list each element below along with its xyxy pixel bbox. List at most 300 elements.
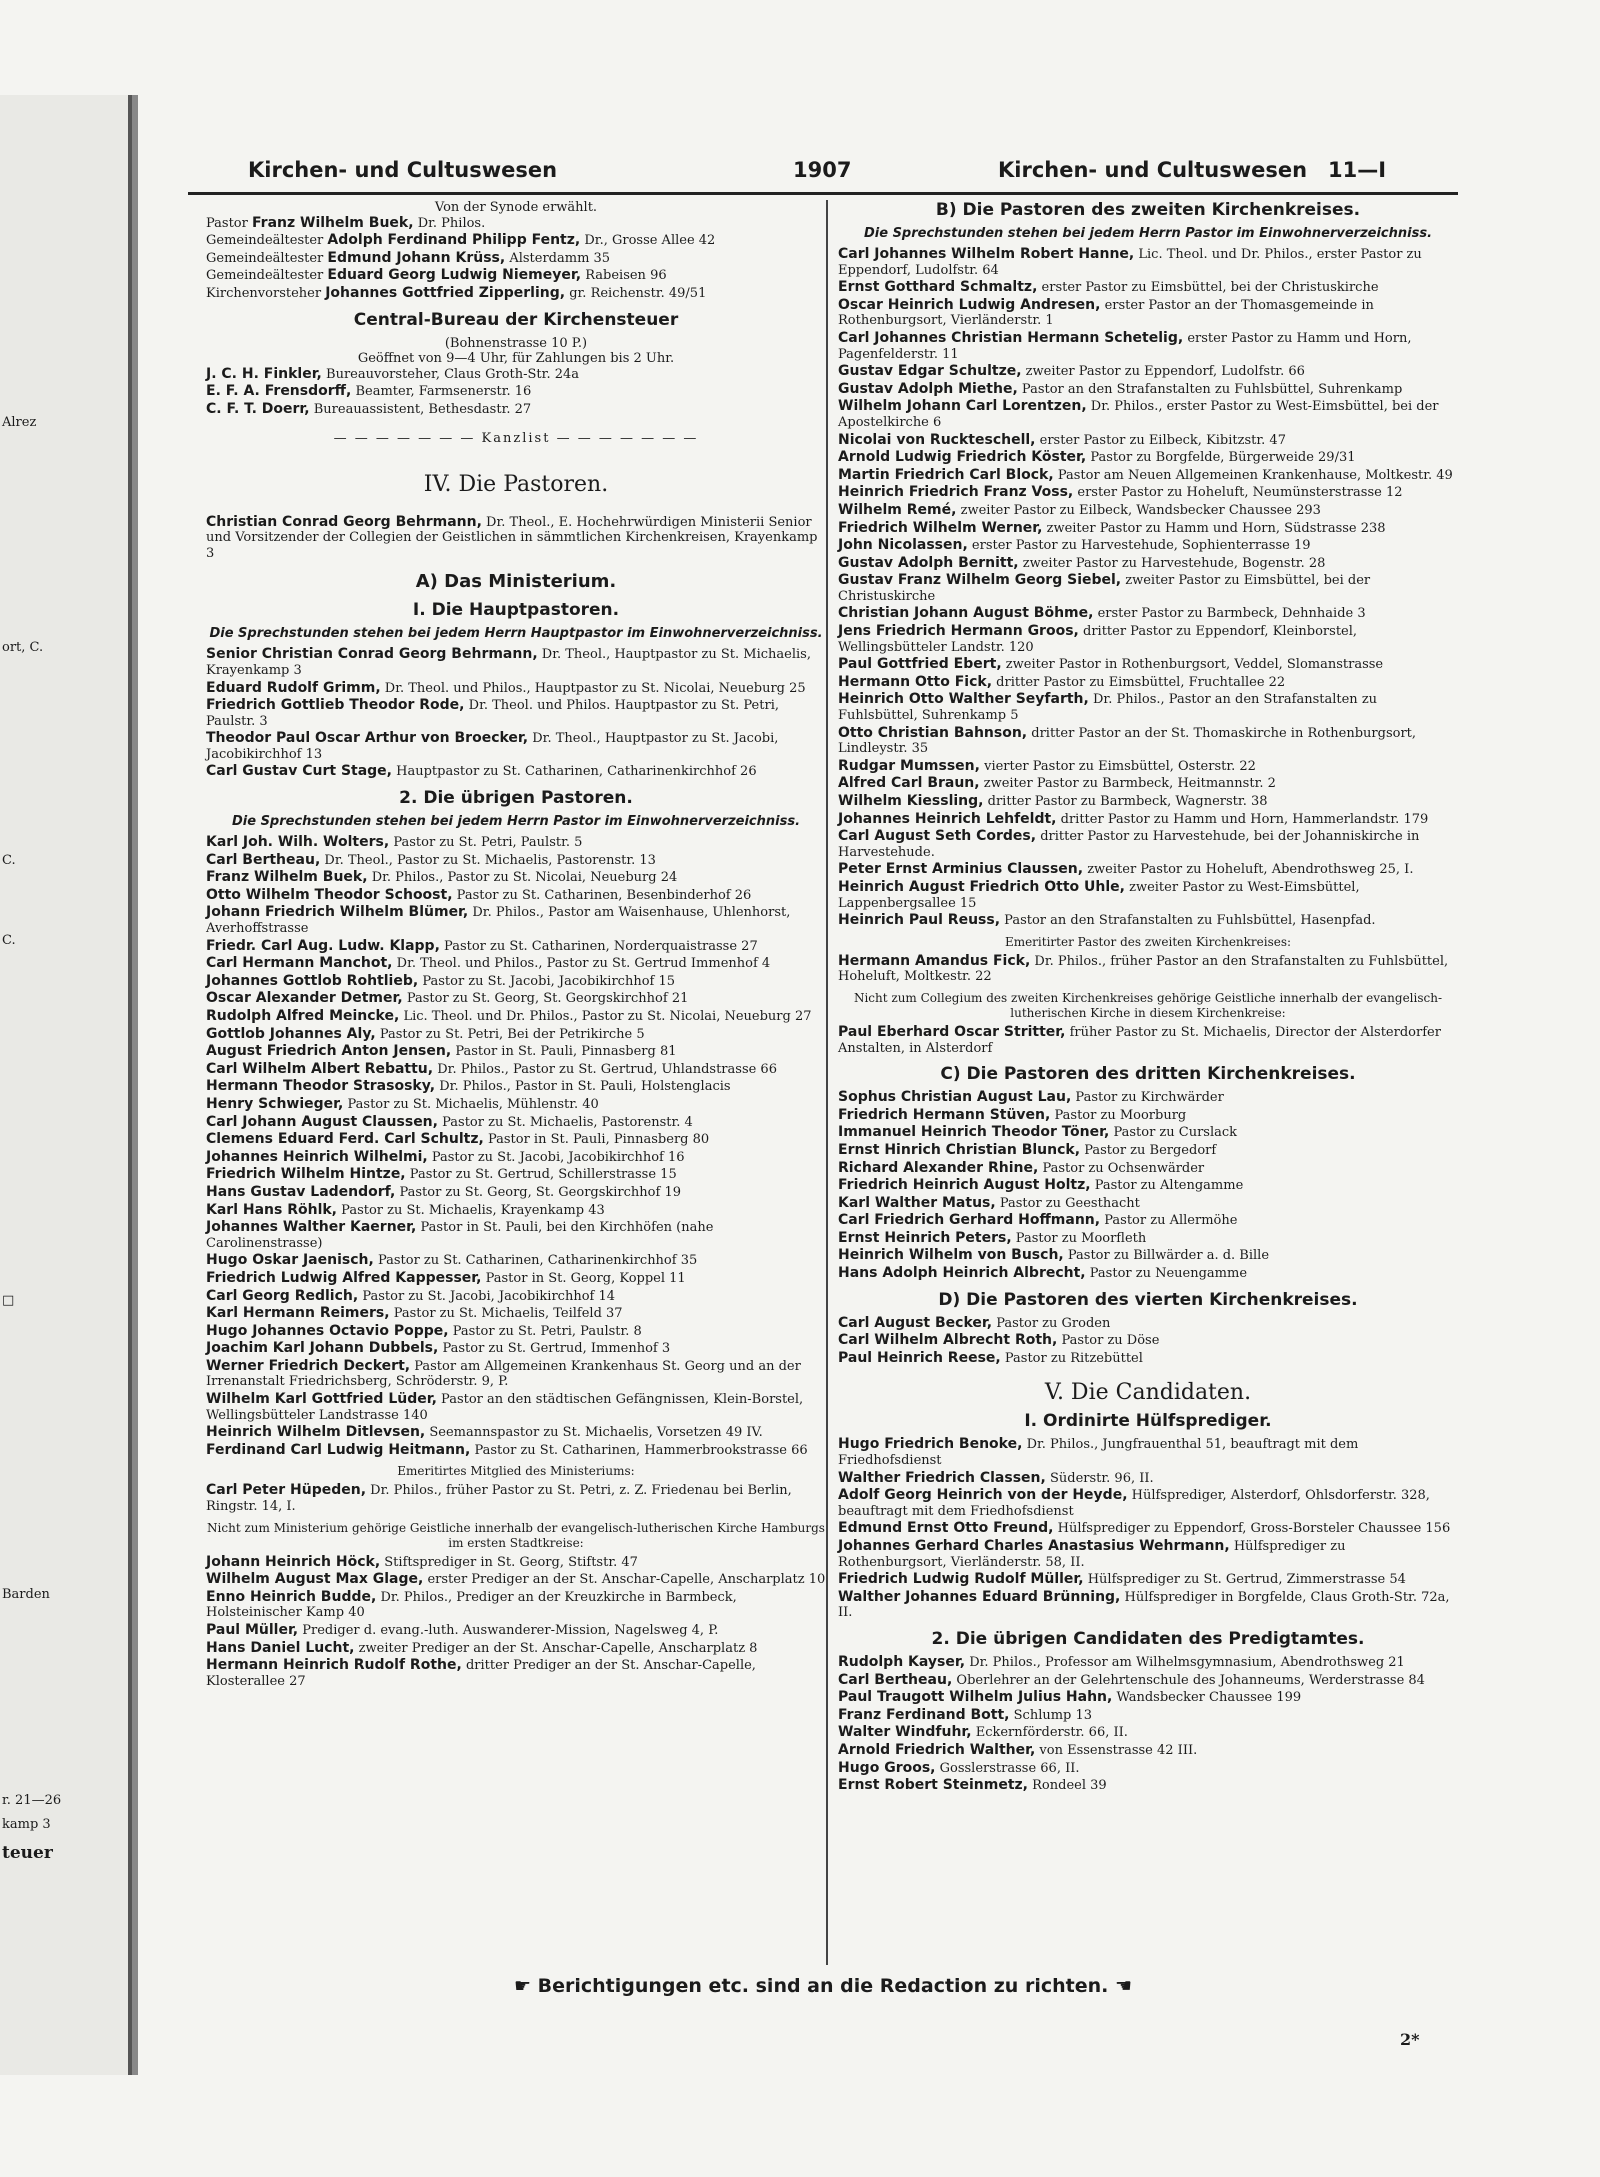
entry-name: Ernst Gotthard Schmaltz, (838, 279, 1038, 296)
emeritiert-entry (206, 1483, 826, 1514)
entry-name: Wilhelm Johann Carl Lorentzen, (838, 398, 1087, 415)
uebrige-pastoren-title: 2. Die übrigen Pastoren. (399, 788, 633, 809)
entry-name: Franz Wilhelm Buek, (206, 869, 368, 886)
entry-name: Friedrich Wilhelm Werner, (838, 519, 1043, 536)
entry (838, 1178, 1458, 1194)
entry-name: Johann Heinrich Höck, (206, 1553, 381, 1570)
entry (838, 1655, 1458, 1671)
entry-name: Karl Hermann Reimers, (206, 1305, 390, 1322)
entry (838, 450, 1458, 466)
entry-name: Oscar Alexander Detmer, (206, 990, 403, 1007)
entry-name: Carl August Seth Cordes, (838, 828, 1037, 845)
zweiter-kreis-title: B) Die Pastoren des zweiten Kirchenkreises. (935, 200, 1361, 220)
entry (206, 1555, 826, 1571)
entry (206, 731, 826, 762)
entry-detail: Pastor zu St. Jacobi, Jacobikirchhof 14 (362, 1288, 616, 1304)
entry-detail: Gosslerstrasse 66, II. (939, 1760, 1080, 1776)
entry-name: Ferdinand Carl Ludwig Heitmann, (206, 1441, 471, 1458)
entry (206, 1271, 826, 1287)
entry (838, 1725, 1458, 1741)
entry-detail: Pastor zu St. Gertrud, Schillerstrasse 15 (409, 1167, 677, 1183)
entry-detail: Pastor zu Moorburg (1054, 1107, 1187, 1123)
entry-detail: Dr. Theol., Hauptpastor zu St. Jacobi, Jacobikirchhof 13 (206, 731, 779, 762)
entry (206, 647, 826, 678)
entry-detail: Rabeisen 96 (585, 268, 667, 284)
entry-detail: Lic. Theol. und Dr. Philos., erster Pastor zu Eppendorf, Ludolfstr. 64 (838, 247, 1422, 278)
entry-name: Carl Johannes Wilhelm Robert Hanne, (838, 246, 1135, 262)
entry-detail: Eckernförderstr. 66, II. (975, 1725, 1128, 1741)
entry-name: Friedrich Heinrich August Holtz, (838, 1177, 1091, 1194)
entry-name: Heinrich Friedrich Franz Voss, (838, 484, 1074, 501)
entry-detail: Pastor zu St. Catharinen, Besenbinderhof 26 (456, 887, 752, 903)
vierter-kreis-title: D) Die Pastoren des vierten Kirchenkreises. (938, 1289, 1358, 1310)
entry-detail: Dr. Theol., Hauptpastor zu St. Michaelis, Krayenkamp 3 (206, 647, 811, 678)
entry-detail: erster Pastor zu Eimsbüttel, bei der Christuskirche (1041, 280, 1379, 296)
entry-detail: Pastor zu Kirchwärder (1075, 1090, 1224, 1106)
entry-name: Rudolph Alfred Meincke, (206, 1008, 400, 1024)
entry-name: Heinrich Wilhelm Ditlevsen, (206, 1424, 426, 1441)
entry-name: Carl Hermann Manchot, (206, 955, 393, 972)
left-fragment-9: teuer (2, 1843, 53, 1863)
entry (838, 1743, 1458, 1759)
entry-name: Nicolai von Ruckteschell, (838, 431, 1036, 448)
entry (838, 913, 1458, 929)
entry (838, 556, 1458, 572)
entry (206, 1027, 826, 1043)
entry-detail: erster Pastor zu Hoheluft, Neumünsterstrasse 12 (1077, 485, 1403, 501)
entry-detail: Pastor zu Curslack (1113, 1125, 1238, 1141)
entry-detail: dritter Pastor zu Barmbeck, Wagnerstr. 38 (987, 794, 1268, 809)
right-column (838, 200, 1458, 1796)
pastoren-intro (206, 515, 826, 562)
entry-detail: zweiter Pastor zu Hamm und Horn, Südstrasse 238 (1046, 520, 1386, 536)
entry-name: Carl Bertheau, (206, 851, 321, 868)
entry-detail: Pastor zu St. Catharinen, Norderquaistrasse 27 (444, 938, 758, 954)
entry (838, 1196, 1458, 1212)
entry-detail: Pastor zu Moorfleth (1015, 1230, 1147, 1246)
entry-name: Friedrich Hermann Stüven, (838, 1106, 1051, 1123)
hauptpastoren-list (206, 647, 826, 780)
entry-name: Theodor Paul Oscar Arthur von Broecker, (206, 730, 529, 747)
entry (838, 776, 1458, 792)
entry-detail: Pastor zu Billwärder a. d. Bille (1067, 1248, 1270, 1264)
entry-name: Karl Walther Matus, (838, 1194, 996, 1211)
synode-list (206, 216, 826, 302)
left-fragment-5: □ (2, 1293, 15, 1308)
ordinirte-title: I. Ordinirte Hülfsprediger. (1024, 1411, 1272, 1432)
emeritiert-name: Carl Peter Hüpeden, (206, 1482, 367, 1499)
emeritiert-title: Emeritirtes Mitglied des Ministeriums: (397, 1464, 635, 1479)
entry-detail: Pastor zu St. Catharinen, Catharinenkirchhof 35 (377, 1253, 698, 1269)
entry-name: Ernst Heinrich Peters, (838, 1229, 1012, 1246)
entry-detail: Pastor zu Neuengamme (1089, 1266, 1248, 1282)
entry (838, 485, 1458, 501)
entry (838, 1316, 1458, 1332)
entry-name: Gottlob Johannes Aly, (206, 1025, 376, 1042)
entry-detail: Pastor an den Strafanstalten zu Fuhlsbüttel, Suhrenkamp (1021, 381, 1403, 397)
zweiter-emer-title: Emeritirter Pastor des zweiten Kirchenkreises: (1004, 934, 1292, 949)
entry-detail: zweiter Pastor zu Eppendorf, Ludolfstr. 66 (1025, 364, 1305, 380)
entry (838, 1778, 1458, 1794)
entry-name: Hugo Oskar Jaenisch, (206, 1252, 374, 1269)
entry (206, 870, 826, 886)
entry-name: Henry Schwieger, (206, 1095, 344, 1112)
entry-detail: Hülfsprediger zu Rothenburgsort, Vierländerstr. 58, II. (838, 1539, 1346, 1570)
entry (838, 1090, 1458, 1106)
entry-name: Walther Johannes Eduard Brünning, (838, 1588, 1121, 1605)
entry-name: Gustav Adolph Bernitt, (838, 554, 1019, 571)
entry-name: Hugo Johannes Octavio Poppe, (206, 1322, 449, 1339)
entry-detail: von Essenstrasse 42 III. (1039, 1742, 1198, 1758)
entry-detail: erster Prediger an der St. Anschar-Capelle, Anscharplatz 10 (427, 1572, 826, 1588)
entry-detail: zweiter Pastor zu Eimsbüttel, bei der Christuskirche (838, 573, 1371, 604)
entry (838, 1539, 1458, 1570)
entry-detail: Pastor in St. Pauli, Pinnasberg 80 (487, 1132, 710, 1148)
entry-name: E. F. A. Frensdorff, (206, 383, 352, 400)
entry-detail: Pastor zu St. Jacobi, Jacobikirchhof 15 (422, 973, 676, 989)
sprechstunden-note-1: Die Sprechstunden stehen bei jedem Herrn Hauptpastor im Einwohnerverzeichniss. (209, 626, 823, 642)
entry-name: Heinrich August Friedrich Otto Uhle, (838, 878, 1125, 895)
entry-name: Rudgar Mumssen, (838, 757, 980, 774)
entry-name: Otto Wilhelm Theodor Schoost, (206, 886, 453, 903)
entry-detail: Seemannspastor zu St. Michaelis, Vorsetzen 49 IV. (429, 1425, 763, 1441)
zweiter-emer-name: Hermann Amandus Fick, (838, 952, 1031, 969)
entry (838, 1213, 1458, 1229)
entry-detail: Pastor zu Geesthacht (999, 1195, 1140, 1211)
entry (206, 1079, 826, 1095)
entry-detail: Pastor an den Strafanstalten zu Fuhlsbüttel, Hasenpfad. (1004, 913, 1376, 929)
vierter-kreis-list (838, 1316, 1458, 1367)
entry-detail: Hülfsprediger, Alsterdorf, Ohlsdorferstr. 328, beauftragt mit dem Friedhofsdienst (838, 1488, 1430, 1519)
entry-detail: zweiter Pastor zu Barmbeck, Heitmannstr. 2 (983, 776, 1276, 792)
ordinirte-list (838, 1437, 1458, 1621)
entry-name: Wilhelm August Max Glage, (206, 1571, 424, 1588)
entry-name: Friedrich Ludwig Rudolf Müller, (838, 1571, 1084, 1588)
entry (838, 862, 1458, 878)
entry-name: Hans Gustav Ladendorf, (206, 1183, 396, 1200)
sprechstunden-note-2: Die Sprechstunden stehen bei jedem Herrn Pastor im Einwohnerverzeichniss. (231, 814, 801, 830)
entry-name: Carl Georg Redlich, (206, 1287, 359, 1304)
entry (838, 692, 1458, 723)
entry (838, 1761, 1458, 1777)
entry (206, 1392, 826, 1423)
entry-name: Immanuel Heinrich Theodor Töner, (838, 1124, 1110, 1141)
entry-detail: Pastor zu St. Gertrud, Immenhof 3 (442, 1341, 671, 1357)
entry (206, 216, 826, 232)
entry (838, 624, 1458, 655)
page-number: 2* (1400, 2030, 1420, 2049)
entry (838, 1572, 1458, 1588)
entry-detail: zweiter Pastor zu West-Eimsbüttel, Lappenbergsallee 15 (838, 879, 1360, 911)
entry-name: Wilhelm Kiessling, (838, 793, 984, 809)
entry (206, 384, 826, 400)
entry-detail: Dr. Theol. und Philos. Hauptpastor zu St. Petri, Paulstr. 3 (206, 698, 779, 729)
entry (838, 468, 1458, 484)
entry-detail: Bureauassistent, Bethesdastr. 27 (313, 401, 532, 417)
entry-name: Senior Christian Conrad Georg Behrmann, (206, 646, 538, 663)
zweiter-nicht-title: Nicht zum Collegium des zweiten Kirchenkreises gehörige Geistliche innerhalb der evangelisch-lutherischen Kirche in diesem Kirchenkreise: (853, 990, 1443, 1020)
entry-name: Carl Bertheau, (838, 1671, 953, 1688)
entry (206, 1306, 826, 1322)
entry (838, 1231, 1458, 1247)
zweiter-nicht-name: Paul Eberhard Oscar Stritter, (838, 1023, 1066, 1040)
entry (206, 1185, 826, 1201)
entry-detail: Prediger d. evang.-luth. Auswanderer-Mission, Nagelsweg 4, P. (302, 1623, 719, 1638)
entry-detail: erster Pastor an der Thomasgemeinde in Rothenburgsort, Vierländerstr. 1 (838, 297, 1374, 329)
entry-name: Ernst Hinrich Christian Blunck, (838, 1141, 1081, 1158)
entry (206, 1590, 826, 1621)
entry-name: Carl August Becker, (838, 1314, 993, 1331)
entry-detail: Dr. Philos., Pastor an den Strafanstalten zu Fuhlsbüttel, Suhrenkamp 5 (838, 692, 1378, 724)
entry-detail: Dr. Philos. (417, 215, 486, 231)
entry (206, 1253, 826, 1269)
centralbureau-list (206, 367, 826, 418)
entry-name: Peter Ernst Arminius Claussen, (838, 861, 1084, 878)
entry (838, 1590, 1458, 1621)
entry-name: Adolf Georg Heinrich von der Heyde, (838, 1487, 1128, 1504)
entry (206, 1359, 826, 1390)
entry-detail: Dr. Theol. und Philos., Hauptpastor zu St. Nicolai, Neueburg 25 (384, 680, 806, 696)
entry (838, 1673, 1458, 1689)
entry-detail: Dr. Philos., Pastor zu St. Gertrud, Uhlandstrasse 66 (437, 1061, 777, 1077)
entry (838, 364, 1458, 380)
entry-name: Arnold Friedrich Walther, (838, 1741, 1036, 1758)
entry (838, 1266, 1458, 1282)
entry-name: Gustav Franz Wilhelm Georg Siebel, (838, 572, 1122, 589)
dritter-kreis-list (838, 1090, 1458, 1282)
entry-detail: zweiter Pastor in Rothenburgsort, Veddel, Slomanstrasse (1005, 657, 1384, 673)
entry-name: Hans Daniel Lucht, (206, 1639, 355, 1656)
entry-detail: Pastor zu Allermöhe (1104, 1213, 1238, 1229)
centralbureau-title: Central-Bureau der Kirchensteuer (353, 309, 679, 330)
entry-detail: Pastor zu St. Georg, St. Georgskirchhof 21 (406, 991, 689, 1007)
entry-name: Edmund Johann Krüss, (327, 249, 506, 266)
entry (838, 503, 1458, 519)
entry-name: Paul Heinrich Reese, (838, 1349, 1001, 1366)
entry-name: Heinrich Otto Walther Seyfarth, (838, 691, 1089, 708)
entry-detail: zweiter Pastor zu Eilbeck, Wandsbecker Chaussee 293 (960, 502, 1321, 518)
entry (838, 1437, 1458, 1468)
entry-detail: Oberlehrer an der Gelehrtenschule des Johanneums, Werderstrasse 84 (956, 1672, 1425, 1688)
entry-detail: Pastor zu Groden (996, 1315, 1111, 1331)
left-page-fragment (0, 95, 132, 2075)
entry (838, 880, 1458, 911)
zweiter-nicht-rest: früher Pastor zu St. Michaelis, Director der Alsterdorfer Anstalten, in Alsterdorf (838, 1024, 1441, 1056)
entry-detail: Pastor am Neuen Allgemeinen Krankenhause, Moltkestr. 49 (1057, 467, 1453, 483)
entry (206, 698, 826, 729)
entry (838, 382, 1458, 398)
kanzlist: — — — — — — — Kanzlist — — — — — — — (333, 430, 699, 446)
entry-name: Karl Joh. Wilh. Wolters, (206, 834, 390, 851)
entry-name: Otto Christian Bahnson, (838, 724, 1028, 741)
entry-detail: erster Pastor zu Hamm und Horn, Pagenfelderstr. 11 (838, 330, 1412, 362)
entry (838, 573, 1458, 604)
entry (206, 853, 826, 869)
left-fragment-6: Barden (2, 1587, 50, 1602)
entry-name: Heinrich Wilhelm von Busch, (838, 1247, 1064, 1264)
entry-name: Martin Friedrich Carl Block, (838, 466, 1054, 483)
entry-name: Paul Traugott Wilhelm Julius Hahn, (838, 1689, 1113, 1706)
entry-detail: Dr. Philos., Pastor zu St. Nicolai, Neueburg 24 (371, 870, 678, 886)
entry (206, 681, 826, 697)
entry (838, 1143, 1458, 1159)
centralbureau-hours: Geöffnet von 9—4 Uhr, für Zahlungen bis 2 Uhr. (357, 351, 675, 367)
entry-name: Eduard Rudolf Grimm, (206, 679, 381, 696)
entry-name: Sophus Christian August Lau, (838, 1089, 1072, 1106)
entry (206, 835, 826, 851)
running-header (188, 150, 1458, 195)
entry (838, 794, 1458, 810)
entry (838, 1333, 1458, 1349)
entry (206, 268, 826, 284)
ministerium-title: A) Das Ministerium. (415, 571, 617, 593)
entry-name: Hugo Friedrich Benoke, (838, 1436, 1023, 1453)
intro-name: Christian Conrad Georg Behrmann, (206, 513, 482, 530)
entry-name: Eduard Georg Ludwig Niemeyer, (327, 267, 582, 284)
header-left: Kirchen- und Cultuswesen (248, 158, 558, 182)
entry (838, 1351, 1458, 1367)
left-fragment-8: kamp 3 (2, 1817, 51, 1832)
entry-name: Franz Wilhelm Buek, (252, 214, 414, 231)
entry (206, 1324, 826, 1340)
emeritiert-rest: Dr. Philos., früher Pastor zu St. Petri, z. Z. Friedenau bei Berlin, Ringstr. 14, I. (206, 1483, 792, 1515)
entry-detail: Dr. Theol., Pastor zu St. Michaelis, Pastorenstr. 13 (324, 852, 656, 868)
entry (206, 1132, 826, 1148)
entry (206, 402, 826, 418)
entry-detail: Pastor zu Altengamme (1094, 1178, 1244, 1194)
entry (838, 331, 1458, 362)
entry-name: August Friedrich Anton Jensen, (206, 1043, 452, 1060)
entry (206, 1220, 826, 1251)
entry-detail: Schlump 13 (1013, 1707, 1093, 1723)
entry-role: Pastor (206, 215, 248, 231)
entry (206, 1203, 826, 1219)
entry-detail: Lic. Theol. und Dr. Philos., Pastor zu St. Nicolai, Neueburg 27 (403, 1009, 812, 1024)
entry (206, 1341, 826, 1357)
entry-role: Gemeindeältester (206, 268, 324, 284)
entry-name: J. C. H. Finkler, (206, 365, 322, 382)
dritter-kreis-title: C) Die Pastoren des dritten Kirchenkreises. (940, 1064, 1356, 1085)
entry-detail: Pastor zu St. Jacobi, Jacobikirchhof 16 (431, 1149, 685, 1165)
entry (206, 764, 826, 780)
header-right: Kirchen- und Cultuswesen (998, 158, 1308, 182)
entry-detail: dritter Pastor zu Hamm und Horn, Hammerlandstr. 179 (1060, 811, 1429, 827)
entry-name: Hermann Otto Fick, (838, 673, 993, 690)
entry-detail: Dr. Philos., erster Pastor zu West-Eimsbüttel, bei der Apostelkirche 6 (838, 399, 1439, 430)
uebrige-candidaten-list (838, 1655, 1458, 1794)
header-page: 11—I (1328, 158, 1387, 182)
entry-detail: Bureauvorsteher, Claus Groth-Str. 24a (326, 366, 579, 382)
left-column (206, 200, 826, 1691)
entry (206, 233, 826, 249)
entry-name: Adolph Ferdinand Philipp Fentz, (327, 232, 581, 249)
entry-name: Wilhelm Karl Gottfried Lüder, (206, 1391, 437, 1408)
entry-detail: Pastor zu Bergedorf (1084, 1142, 1217, 1158)
entry-detail: Pastor zu St. Georg, St. Georgskirchhof 19 (399, 1184, 681, 1200)
entry-name: Hermann Heinrich Rudolf Rothe, (206, 1657, 462, 1674)
entry-name: Richard Alexander Rhine, (838, 1159, 1039, 1176)
entry-name: Franz Ferdinand Bott, (838, 1706, 1010, 1723)
entry-detail: Pastor an den städtischen Gefängnissen, Klein-Borstel, Wellingsbütteler Landstrasse 140 (206, 1392, 804, 1423)
entry (206, 1641, 826, 1657)
entry-detail: Dr. Philos., Professor am Wilhelmsgymnasium, Abendrothsweg 21 (969, 1654, 1405, 1670)
entry-detail: dritter Prediger an der St. Anschar-Capelle, Klosterallee 27 (206, 1658, 756, 1689)
left-fragment-7: r. 21—26 (2, 1793, 62, 1808)
entry-name: Joachim Karl Johann Dubbels, (206, 1340, 439, 1357)
entry-detail: Wandsbecker Chaussee 199 (1116, 1690, 1302, 1706)
entry-detail: zweiter Prediger an der St. Anschar-Capelle, Anscharplatz 8 (358, 1640, 758, 1656)
entry (206, 1167, 826, 1183)
entry-detail: Dr. Philos., Jungfrauenthal 51, beauftragt mit dem Friedhofsdienst (838, 1437, 1359, 1469)
entry-detail: Pastor in St. Pauli, bei den Kirchhöfen (nahe Carolinenstrasse) (206, 1220, 714, 1251)
entry-detail: Pastor zu St. Michaelis, Mühlenstr. 40 (347, 1096, 599, 1112)
nicht-ministerium-list (206, 1555, 826, 1690)
entry (206, 1572, 826, 1588)
synode-title: Von der Synode erwählt. (434, 200, 598, 215)
entry-name: Gustav Adolph Miethe, (838, 380, 1018, 397)
entry-name: Rudolph Kayser, (838, 1653, 966, 1670)
entry (838, 812, 1458, 828)
entry-name: Werner Friedrich Deckert, (206, 1357, 411, 1374)
entry (206, 1009, 826, 1025)
nicht-ministerium-title: Nicht zum Ministerium gehörige Geistliche innerhalb der evangelisch-lutherischen Kirche Hamburgs im ersten Stadtkreise: (207, 1520, 825, 1550)
entry-role: Kirchenvorsteher (206, 285, 322, 301)
entry-name: Johannes Gottlob Rohtlieb, (206, 972, 419, 989)
entry-name: Friedrich Wilhelm Hintze, (206, 1166, 406, 1183)
entry-detail: Pastor zu Borgfelde, Bürgerweide 29/31 (1090, 450, 1356, 466)
entry-detail: Pastor zu St. Petri, Bei der Petrikirche 5 (379, 1026, 645, 1042)
entry-detail: Hülfsprediger zu Eppendorf, Gross-Borsteler Chaussee 156 (1057, 1521, 1451, 1537)
entry-name: Alfred Carl Braun, (838, 775, 980, 792)
entry (206, 1062, 826, 1078)
entry (838, 399, 1458, 430)
entry-role: Gemeindeältester (206, 250, 324, 266)
zweiter-kreis-list (838, 247, 1458, 929)
entry-detail: Süderstr. 96, II. (1049, 1470, 1154, 1486)
entry-name: Carl Friedrich Gerhard Hoffmann, (838, 1212, 1101, 1229)
entry (206, 939, 826, 955)
entry-detail: Alsterdamm 35 (509, 250, 611, 266)
left-fragment-4: C. (2, 933, 16, 948)
entry (838, 1488, 1458, 1519)
entry-name: Carl Wilhelm Albert Rebattu, (206, 1060, 434, 1077)
entry-detail: vierter Pastor zu Eimsbüttel, Osterstr. 22 (984, 758, 1256, 774)
entry-name: Jens Friedrich Hermann Groos, (838, 623, 1079, 640)
document-page (188, 120, 1458, 2049)
candidaten-title: V. Die Candidaten. (1044, 1380, 1252, 1406)
entry-detail: Pastor zu Ochsenwärder (1042, 1160, 1205, 1176)
entry-name: Walther Friedrich Classen, (838, 1469, 1046, 1486)
page-gutter (132, 95, 138, 2075)
entry-name: Ernst Robert Steinmetz, (838, 1777, 1028, 1794)
entry-detail: Pastor zu St. Michaelis, Krayenkamp 43 (341, 1202, 605, 1218)
entry (206, 888, 826, 904)
entry-name: Johannes Walther Kaerner, (206, 1219, 417, 1236)
entry (838, 829, 1458, 860)
entry (838, 675, 1458, 691)
entry (838, 759, 1458, 775)
entry-detail: Pastor zu Döse (1061, 1333, 1160, 1349)
entry-name: Gustav Edgar Schultze, (838, 363, 1022, 380)
hauptpastoren-title: I. Die Hauptpastoren. (412, 600, 620, 621)
entry-detail: Pastor in St. Pauli, Pinnasberg 81 (455, 1044, 677, 1060)
entry (206, 956, 826, 972)
entry-detail: Beamter, Farmsenerstr. 16 (355, 384, 532, 400)
entry (206, 1150, 826, 1166)
entry (838, 726, 1458, 757)
entry (206, 1425, 826, 1441)
entry-name: Johannes Heinrich Wilhelmi, (206, 1148, 428, 1165)
